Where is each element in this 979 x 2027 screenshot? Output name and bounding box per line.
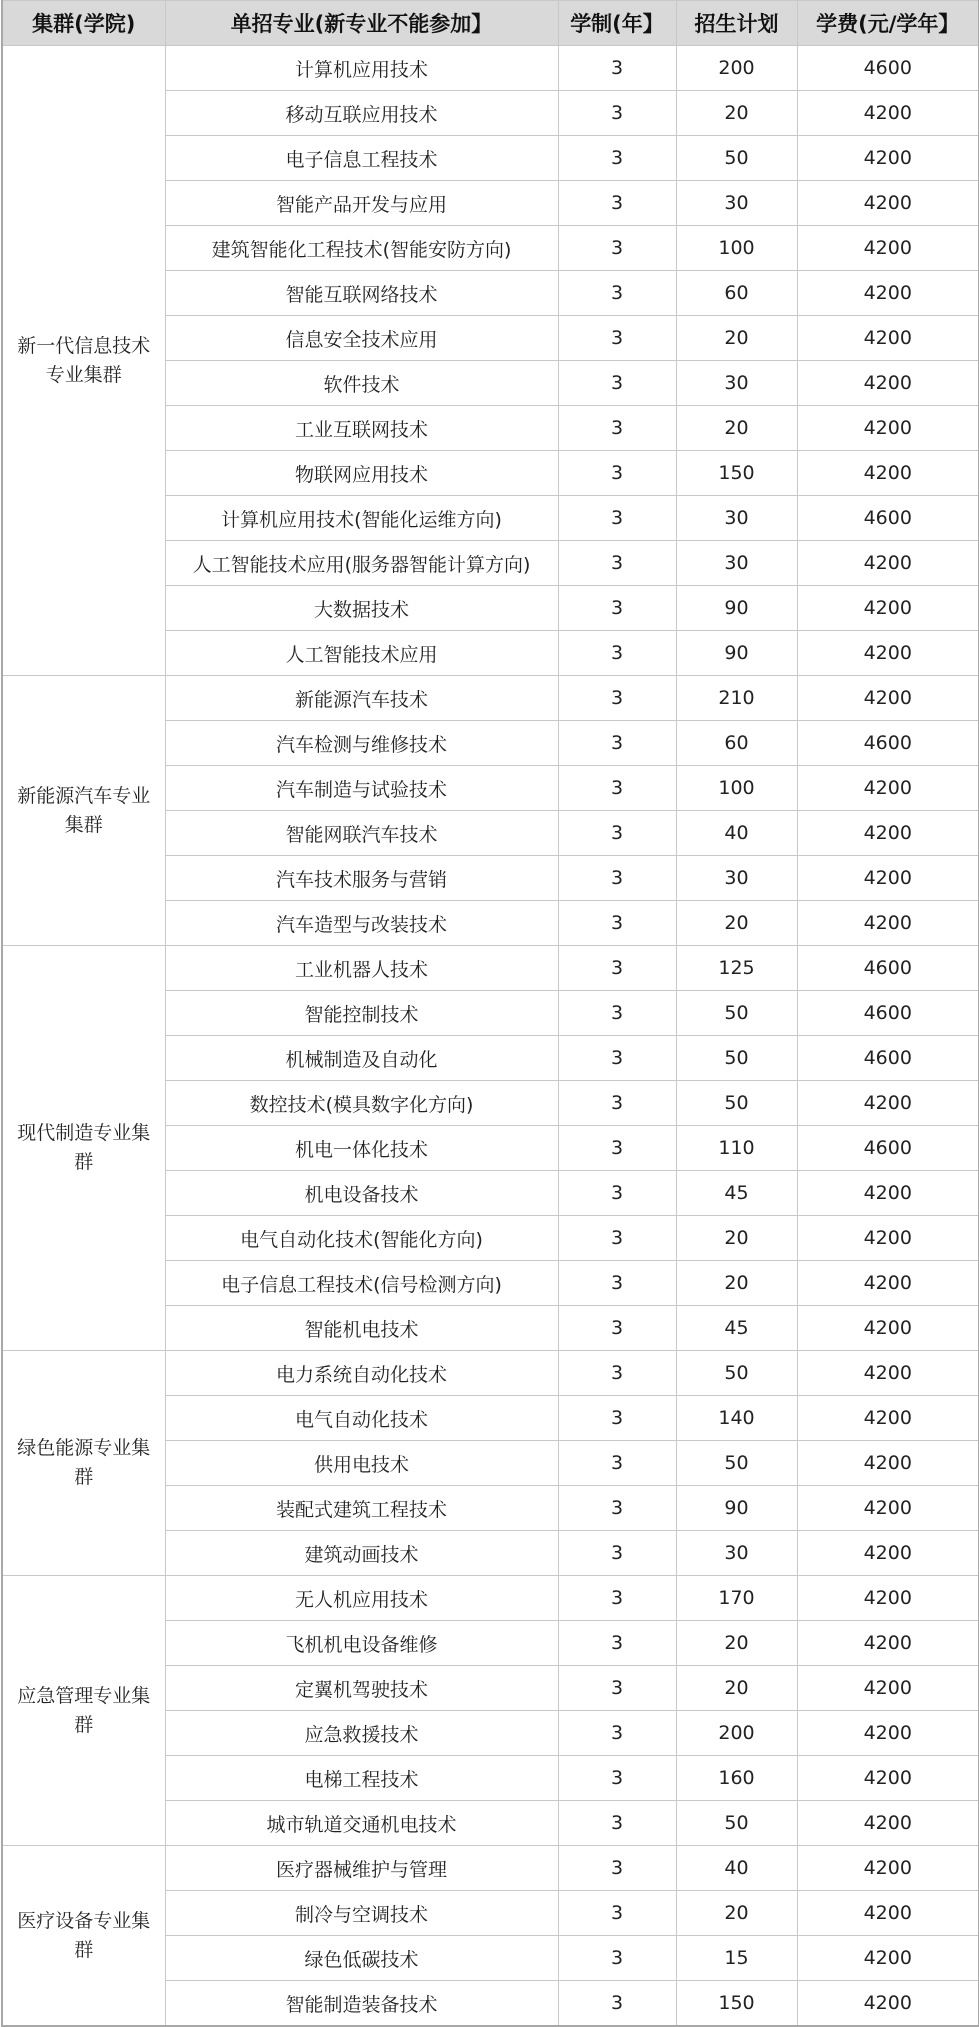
duration-cell: 3 [558, 1171, 676, 1216]
major-cell: 智能互联网络技术 [165, 271, 558, 316]
duration-cell: 3 [558, 676, 676, 721]
plan-cell: 170 [676, 1576, 797, 1621]
major-cell: 无人机应用技术 [165, 1576, 558, 1621]
plan-cell: 30 [676, 181, 797, 226]
tuition-cell: 4200 [797, 1306, 979, 1351]
duration-cell: 3 [558, 1801, 676, 1846]
major-cell: 计算机应用技术 [165, 46, 558, 91]
major-cell: 智能网联汽车技术 [165, 811, 558, 856]
major-cell: 电气自动化技术 [165, 1396, 558, 1441]
duration-cell: 3 [558, 1711, 676, 1756]
tuition-cell: 4200 [797, 856, 979, 901]
header-plan: 招生计划 [676, 1, 797, 46]
plan-cell: 50 [676, 1801, 797, 1846]
major-cell: 信息安全技术应用 [165, 316, 558, 361]
tuition-cell: 4200 [797, 1666, 979, 1711]
duration-cell: 3 [558, 586, 676, 631]
cluster-cell: 新一代信息技术专业集群 [2, 46, 165, 676]
cluster-cell: 新能源汽车专业集群 [2, 676, 165, 946]
duration-cell: 3 [558, 451, 676, 496]
table-row [2, 1846, 979, 1891]
major-cell: 新能源汽车技术 [165, 676, 558, 721]
table-row [2, 676, 979, 721]
tuition-cell: 4200 [797, 1081, 979, 1126]
tuition-cell: 4200 [797, 1891, 979, 1936]
cluster-cell: 绿色能源专业集群 [2, 1351, 165, 1576]
plan-cell: 20 [676, 406, 797, 451]
duration-cell: 3 [558, 1306, 676, 1351]
plan-cell: 50 [676, 1036, 797, 1081]
plan-cell: 60 [676, 271, 797, 316]
tuition-cell: 4600 [797, 496, 979, 541]
tuition-cell: 4200 [797, 1351, 979, 1396]
plan-cell: 50 [676, 136, 797, 181]
plan-cell: 200 [676, 1711, 797, 1756]
tuition-cell: 4200 [797, 676, 979, 721]
duration-cell: 3 [558, 1846, 676, 1891]
major-cell: 电力系统自动化技术 [165, 1351, 558, 1396]
plan-cell: 20 [676, 901, 797, 946]
tuition-cell: 4600 [797, 721, 979, 766]
duration-cell: 3 [558, 1036, 676, 1081]
duration-cell: 3 [558, 1351, 676, 1396]
plan-cell: 160 [676, 1756, 797, 1801]
major-cell: 电梯工程技术 [165, 1756, 558, 1801]
major-cell: 飞机机电设备维修 [165, 1621, 558, 1666]
major-cell: 应急救援技术 [165, 1711, 558, 1756]
tuition-cell: 4200 [797, 226, 979, 271]
cluster-cell: 应急管理专业集群 [2, 1576, 165, 1846]
major-cell: 定翼机驾驶技术 [165, 1666, 558, 1711]
tuition-cell: 4200 [797, 406, 979, 451]
major-cell: 机电一体化技术 [165, 1126, 558, 1171]
duration-cell: 3 [558, 1531, 676, 1576]
plan-cell: 150 [676, 1981, 797, 2027]
plan-cell: 30 [676, 856, 797, 901]
duration-cell: 3 [558, 1261, 676, 1306]
major-cell: 人工智能技术应用 [165, 631, 558, 676]
tuition-cell: 4600 [797, 946, 979, 991]
major-cell: 机械制造及自动化 [165, 1036, 558, 1081]
tuition-cell: 4600 [797, 1036, 979, 1081]
plan-cell: 125 [676, 946, 797, 991]
tuition-cell: 4200 [797, 1756, 979, 1801]
major-cell: 建筑动画技术 [165, 1531, 558, 1576]
plan-cell: 60 [676, 721, 797, 766]
table-row [2, 946, 979, 991]
plan-cell: 140 [676, 1396, 797, 1441]
major-cell: 智能控制技术 [165, 991, 558, 1036]
tuition-cell: 4200 [797, 901, 979, 946]
major-cell: 绿色低碳技术 [165, 1936, 558, 1981]
major-cell: 工业互联网技术 [165, 406, 558, 451]
major-cell: 智能制造装备技术 [165, 1981, 558, 2027]
plan-cell: 110 [676, 1126, 797, 1171]
header-cluster: 集群(学院) [2, 1, 165, 46]
tuition-cell: 4600 [797, 46, 979, 91]
tuition-cell: 4200 [797, 1216, 979, 1261]
plan-cell: 90 [676, 631, 797, 676]
plan-cell: 20 [676, 1666, 797, 1711]
plan-cell: 30 [676, 496, 797, 541]
duration-cell: 3 [558, 226, 676, 271]
plan-cell: 200 [676, 46, 797, 91]
major-cell: 工业机器人技术 [165, 946, 558, 991]
tuition-cell: 4200 [797, 631, 979, 676]
tuition-cell: 4200 [797, 766, 979, 811]
enrollment-table [1, 0, 979, 2027]
major-cell: 汽车制造与试验技术 [165, 766, 558, 811]
tuition-cell: 4200 [797, 811, 979, 856]
duration-cell: 3 [558, 1621, 676, 1666]
header-tuition: 学费(元/学年】 [797, 1, 979, 46]
plan-cell: 20 [676, 316, 797, 361]
duration-cell: 3 [558, 181, 676, 226]
duration-cell: 3 [558, 1756, 676, 1801]
duration-cell: 3 [558, 1126, 676, 1171]
tuition-cell: 4200 [797, 451, 979, 496]
tuition-cell: 4200 [797, 1531, 979, 1576]
plan-cell: 90 [676, 586, 797, 631]
tuition-cell: 4200 [797, 1621, 979, 1666]
major-cell: 城市轨道交通机电技术 [165, 1801, 558, 1846]
tuition-cell: 4200 [797, 1711, 979, 1756]
table-body [2, 46, 979, 2027]
tuition-cell: 4200 [797, 586, 979, 631]
major-cell: 汽车技术服务与营销 [165, 856, 558, 901]
header-duration: 学制(年】 [558, 1, 676, 46]
duration-cell: 3 [558, 1936, 676, 1981]
major-cell: 装配式建筑工程技术 [165, 1486, 558, 1531]
duration-cell: 3 [558, 721, 676, 766]
duration-cell: 3 [558, 946, 676, 991]
major-cell: 移动互联应用技术 [165, 91, 558, 136]
plan-cell: 150 [676, 451, 797, 496]
duration-cell: 3 [558, 766, 676, 811]
major-cell: 电气自动化技术(智能化方向) [165, 1216, 558, 1261]
tuition-cell: 4200 [797, 1171, 979, 1216]
tuition-cell: 4200 [797, 91, 979, 136]
duration-cell: 3 [558, 1666, 676, 1711]
major-cell: 智能机电技术 [165, 1306, 558, 1351]
tuition-cell: 4200 [797, 1486, 979, 1531]
major-cell: 汽车造型与改装技术 [165, 901, 558, 946]
major-cell: 人工智能技术应用(服务器智能计算方向) [165, 541, 558, 586]
duration-cell: 3 [558, 271, 676, 316]
major-cell: 大数据技术 [165, 586, 558, 631]
major-cell: 数控技术(模具数字化方向) [165, 1081, 558, 1126]
table-row [2, 1576, 979, 1621]
plan-cell: 50 [676, 1081, 797, 1126]
duration-cell: 3 [558, 811, 676, 856]
duration-cell: 3 [558, 1486, 676, 1531]
major-cell: 软件技术 [165, 361, 558, 406]
duration-cell: 3 [558, 901, 676, 946]
tuition-cell: 4200 [797, 1576, 979, 1621]
tuition-cell: 4200 [797, 1981, 979, 2027]
plan-cell: 210 [676, 676, 797, 721]
major-cell: 制冷与空调技术 [165, 1891, 558, 1936]
tuition-cell: 4200 [797, 1936, 979, 1981]
duration-cell: 3 [558, 361, 676, 406]
header-major: 单招专业(新专业不能参加】 [165, 1, 558, 46]
major-cell: 物联网应用技术 [165, 451, 558, 496]
duration-cell: 3 [558, 856, 676, 901]
plan-cell: 30 [676, 541, 797, 586]
duration-cell: 3 [558, 136, 676, 181]
plan-cell: 90 [676, 1486, 797, 1531]
tuition-cell: 4200 [797, 541, 979, 586]
duration-cell: 3 [558, 1216, 676, 1261]
duration-cell: 3 [558, 631, 676, 676]
duration-cell: 3 [558, 406, 676, 451]
plan-cell: 30 [676, 361, 797, 406]
duration-cell: 3 [558, 991, 676, 1036]
table-row [2, 46, 979, 91]
plan-cell: 50 [676, 991, 797, 1036]
plan-cell: 45 [676, 1306, 797, 1351]
major-cell: 汽车检测与维修技术 [165, 721, 558, 766]
major-cell: 电子信息工程技术 [165, 136, 558, 181]
tuition-cell: 4200 [797, 1396, 979, 1441]
plan-cell: 20 [676, 1891, 797, 1936]
major-cell: 电子信息工程技术(信号检测方向) [165, 1261, 558, 1306]
cluster-cell: 医疗设备专业集群 [2, 1846, 165, 2027]
table-row [2, 1351, 979, 1396]
plan-cell: 20 [676, 91, 797, 136]
major-cell: 计算机应用技术(智能化运维方向) [165, 496, 558, 541]
major-cell: 供用电技术 [165, 1441, 558, 1486]
tuition-cell: 4200 [797, 316, 979, 361]
duration-cell: 3 [558, 1396, 676, 1441]
duration-cell: 3 [558, 496, 676, 541]
tuition-cell: 4200 [797, 136, 979, 181]
duration-cell: 3 [558, 91, 676, 136]
duration-cell: 3 [558, 1081, 676, 1126]
plan-cell: 100 [676, 766, 797, 811]
duration-cell: 3 [558, 316, 676, 361]
plan-cell: 100 [676, 226, 797, 271]
plan-cell: 45 [676, 1171, 797, 1216]
major-cell: 建筑智能化工程技术(智能安防方向) [165, 226, 558, 271]
tuition-cell: 4200 [797, 1846, 979, 1891]
plan-cell: 40 [676, 1846, 797, 1891]
plan-cell: 40 [676, 811, 797, 856]
tuition-cell: 4200 [797, 1261, 979, 1306]
duration-cell: 3 [558, 1981, 676, 2027]
duration-cell: 3 [558, 1441, 676, 1486]
plan-cell: 15 [676, 1936, 797, 1981]
plan-cell: 20 [676, 1216, 797, 1261]
plan-cell: 20 [676, 1261, 797, 1306]
tuition-cell: 4200 [797, 1801, 979, 1846]
major-cell: 医疗器械维护与管理 [165, 1846, 558, 1891]
cluster-cell: 现代制造专业集群 [2, 946, 165, 1351]
major-cell: 智能产品开发与应用 [165, 181, 558, 226]
tuition-cell: 4200 [797, 271, 979, 316]
duration-cell: 3 [558, 1891, 676, 1936]
tuition-cell: 4200 [797, 1441, 979, 1486]
tuition-cell: 4200 [797, 361, 979, 406]
duration-cell: 3 [558, 541, 676, 586]
table-header-row [2, 1, 979, 46]
plan-cell: 50 [676, 1441, 797, 1486]
duration-cell: 3 [558, 1576, 676, 1621]
major-cell: 机电设备技术 [165, 1171, 558, 1216]
plan-cell: 30 [676, 1531, 797, 1576]
plan-cell: 50 [676, 1351, 797, 1396]
tuition-cell: 4200 [797, 181, 979, 226]
tuition-cell: 4600 [797, 1126, 979, 1171]
plan-cell: 20 [676, 1621, 797, 1666]
duration-cell: 3 [558, 46, 676, 91]
tuition-cell: 4600 [797, 991, 979, 1036]
